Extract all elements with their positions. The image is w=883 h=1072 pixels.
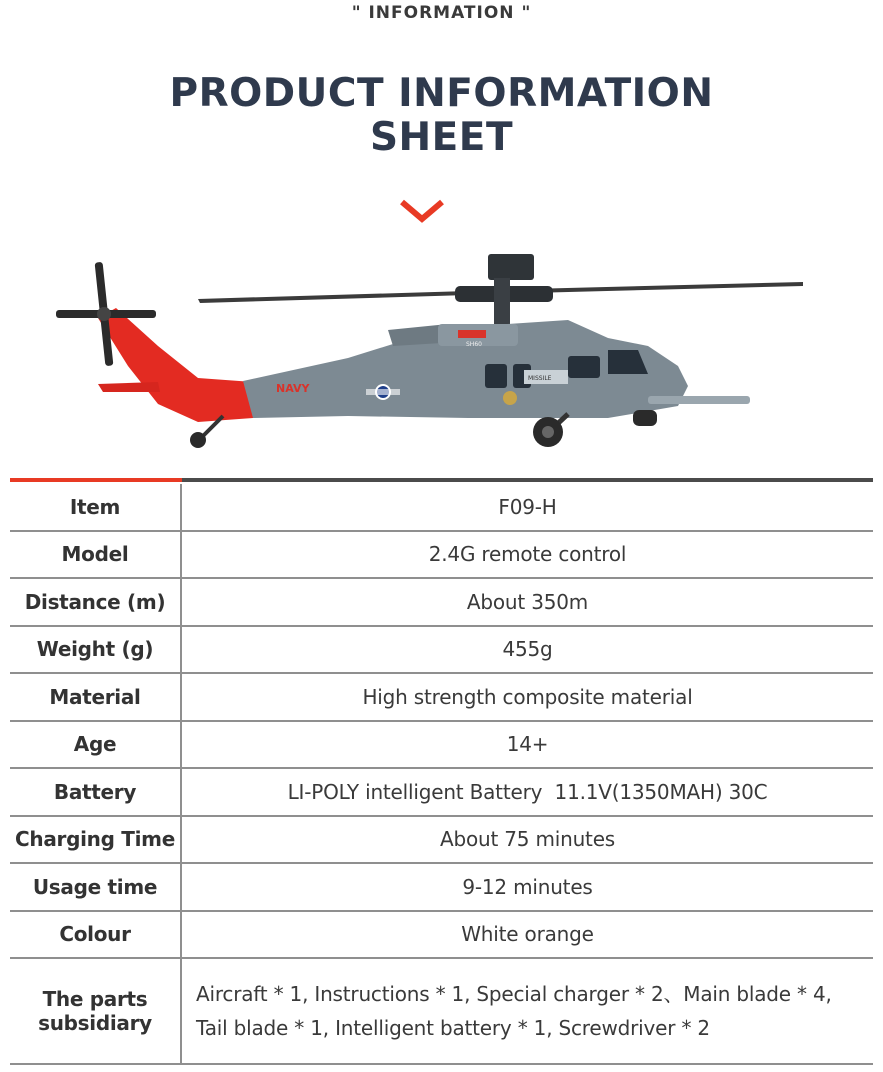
table-row	[10, 911, 873, 959]
parts-value-line-1: Aircraft * 1, Instructions * 1, Special charger * 2、Main blade * 4,	[196, 982, 832, 1006]
table-row	[10, 721, 873, 769]
parts-label-line-2: subsidiary	[38, 1011, 152, 1035]
page-title-line-2: SHEET	[369, 115, 514, 160]
spec-value: F09-H	[181, 484, 873, 531]
spec-label: Material	[10, 673, 181, 721]
chevron-down-icon	[398, 198, 446, 224]
table-row	[10, 768, 873, 816]
spec-table	[10, 484, 873, 1065]
table-row	[10, 673, 873, 721]
spec-label	[10, 958, 181, 1064]
spec-value	[181, 958, 873, 1064]
spec-value: High strength composite material	[181, 673, 873, 721]
spec-label: Charging Time	[10, 816, 181, 864]
spec-label: Weight (g)	[10, 626, 181, 674]
table-row	[10, 958, 873, 1064]
spec-label: Model	[10, 531, 181, 579]
spec-value: 9-12 minutes	[181, 863, 873, 911]
accent-rule	[10, 478, 182, 482]
table-row	[10, 484, 873, 531]
table-row	[10, 578, 873, 626]
table-row	[10, 816, 873, 864]
missile-marking: MISSILE	[528, 375, 552, 382]
spec-value: 2.4G remote control	[181, 531, 873, 579]
page-title-line-1: PRODUCT INFORMATION	[169, 71, 714, 116]
spec-label: Item	[10, 484, 181, 531]
sh60-marking: SH60	[466, 341, 482, 348]
parts-label-line-1: The parts	[42, 987, 148, 1011]
parts-value-line-2: Tail blade * 1, Intelligent battery * 1, Screwdriver * 2	[196, 1016, 710, 1040]
spec-value: 455g	[181, 626, 873, 674]
helicopter-image	[48, 246, 808, 461]
page-title	[0, 72, 883, 160]
spec-value: About 350m	[181, 578, 873, 626]
navy-marking: NAVY	[276, 382, 310, 395]
spec-label: Age	[10, 721, 181, 769]
header-rule	[182, 478, 873, 482]
spec-value: 14+	[181, 721, 873, 769]
section-kicker: " INFORMATION "	[351, 3, 532, 23]
table-row	[10, 863, 873, 911]
spec-label: Distance (m)	[10, 578, 181, 626]
table-row	[10, 626, 873, 674]
spec-value: About 75 minutes	[181, 816, 873, 864]
spec-value: LI-POLY intelligent Battery 11.1V(1350MAH) 30C	[181, 768, 873, 816]
spec-label: Usage time	[10, 863, 181, 911]
table-row	[10, 531, 873, 579]
spec-label: Colour	[10, 911, 181, 959]
spec-value: White orange	[181, 911, 873, 959]
spec-label: Battery	[10, 768, 181, 816]
